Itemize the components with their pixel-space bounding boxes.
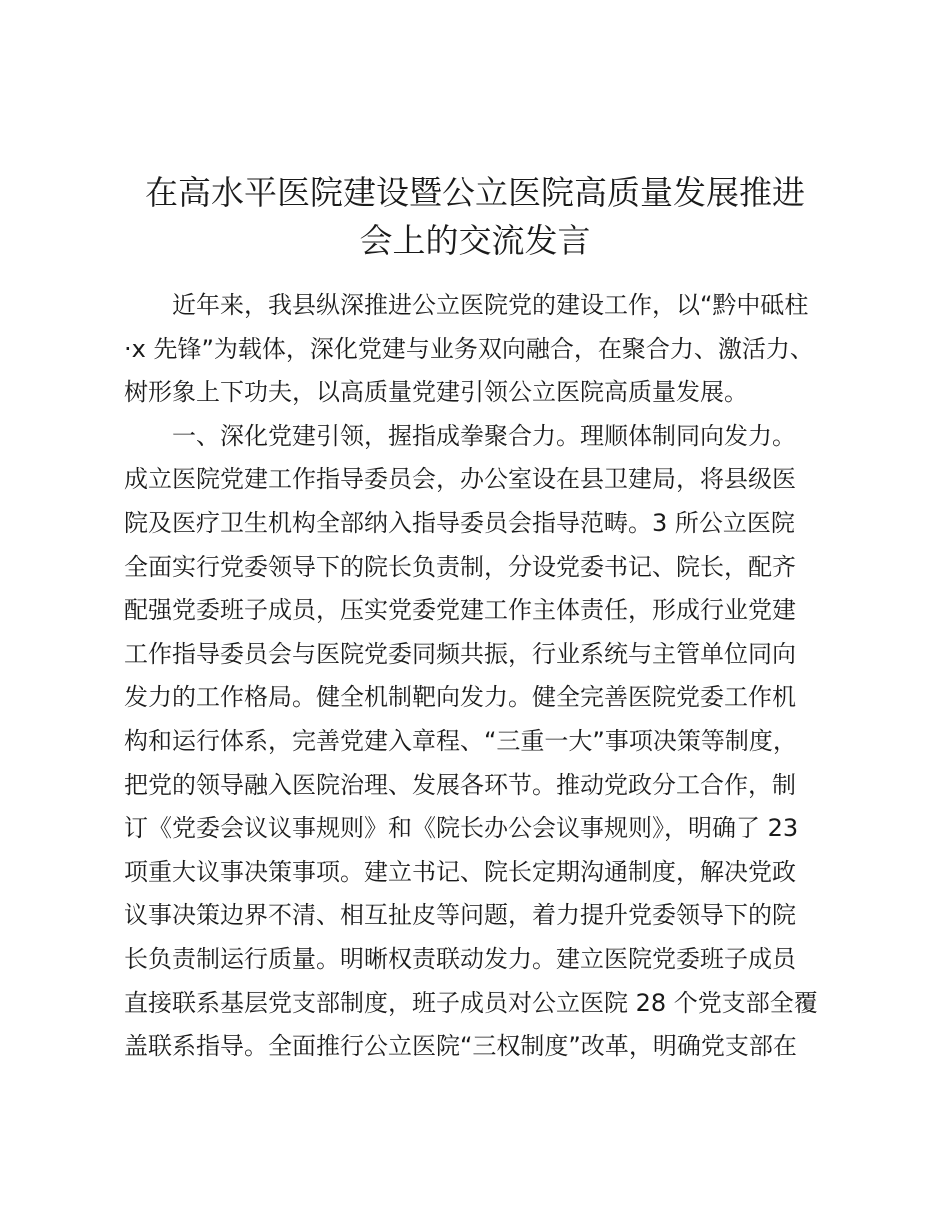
paragraph-line: 全面实行党委领导下的院长负责制，分设党委书记、院长，配齐 bbox=[124, 552, 796, 581]
title-line-2: 会上的交流发言 bbox=[359, 221, 591, 260]
paragraph-line: 一、深化党建引领，握指成拳聚合力。理顺体制同向发力。 bbox=[172, 421, 796, 450]
paragraph-line: 长负责制运行质量。明晰权责联动发力。建立医院党委班子成员 bbox=[124, 944, 796, 973]
paragraph-line: 盖联系指导。全面推行公立医院“三权制度”改革，明确党支部在 bbox=[124, 1032, 797, 1061]
paragraph-line: 直接联系基层党支部制度，班子成员对公立医院 28 个党支部全覆 bbox=[124, 988, 818, 1017]
paragraph-line: 发力的工作格局。健全机制靶向发力。健全完善医院党委工作机 bbox=[124, 683, 796, 712]
paragraph-line: 订《党委会议议事规则》和《院长办公会议事规则》，明确了 23 bbox=[124, 814, 799, 843]
title-line-1: 在高水平医院建设暨公立医院高质量发展推进 bbox=[145, 173, 805, 212]
paragraph-line: 成立医院党建工作指导委员会，办公室设在县卫建局，将县级医 bbox=[124, 465, 796, 494]
paragraph-line: 把党的领导融入医院治理、发展各环节。推动党政分工合作，制 bbox=[124, 770, 796, 799]
document-body bbox=[124, 284, 838, 1069]
paragraph-line: 议事决策边界不清、相互扯皮等问题，着力提升党委领导下的院 bbox=[124, 901, 796, 930]
paragraph-line: 构和运行体系，完善党建入章程、“三重一大”事项决策等制度， bbox=[124, 726, 797, 755]
paragraph-line: 工作指导委员会与医院党委同频共振，行业系统与主管单位同向 bbox=[124, 639, 796, 668]
paragraph-line: 配强党委班子成员，压实党委党建工作主体责任，形成行业党建 bbox=[124, 596, 796, 625]
paragraph-line: 树形象上下功夫，以高质量党建引领公立医院高质量发展。 bbox=[124, 378, 748, 407]
paragraph-line: ·x 先锋”为载体，深化党建与业务双向融合，在聚合力、激活力、 bbox=[124, 334, 814, 363]
paragraph-line: 院及医疗卫生机构全部纳入指导委员会指导范畴。3 所公立医院 bbox=[124, 508, 795, 537]
paragraph-line: 项重大议事决策事项。建立书记、院长定期沟通制度，解决党政 bbox=[124, 857, 796, 886]
document-title bbox=[110, 169, 840, 265]
paragraph-line: 近年来，我县纵深推进公立医院党的建设工作，以“黔中砥柱 bbox=[172, 291, 809, 319]
